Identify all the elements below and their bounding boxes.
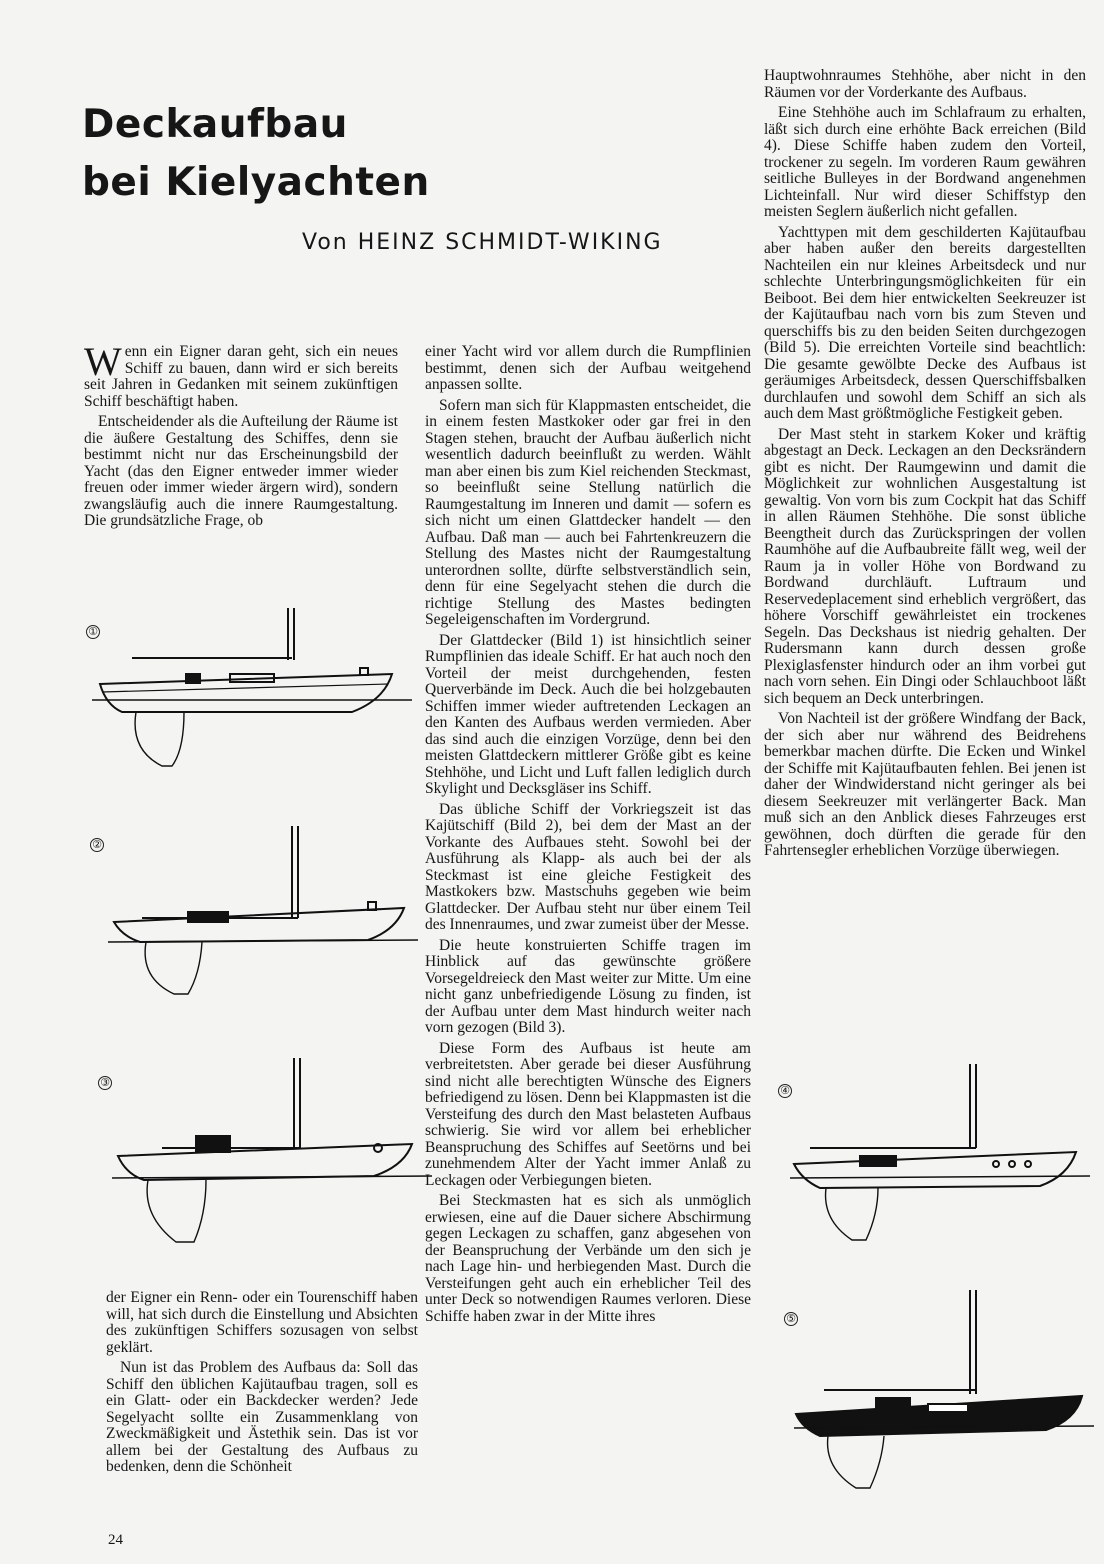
paragraph: Die heute konstruierten Schiffe tragen im Hinblick auf das gewünschte größere Vorsegeldreieck den Mast weiter zur Mitte. Um eine nicht ganz unbefriedigende Lösung zu finden, ist der Aufbau unter dem Mast hindurch weiter nach vorn gezogen (Bild 3). bbox=[425, 936, 751, 1036]
paragraph-text: enn ein Eigner daran geht, sich ein neues Schiff zu bauen, dann wird er sich bereits seit Jahren in Gedanken mit seinem zukünftigen Schiff beschäftigt haben. bbox=[84, 343, 398, 410]
paragraph: Der Glattdecker (Bild 1) ist hinsichtlich seiner Rumpflinien das ideale Schiff. Er hat auch noch den Vorteil der meist durchgehenden, festen Querverbände im Deck. Auch die bei holzgebauten Schiffen immer wieder auftretenden Leckagen an den Kanten des Aufbaus werden vermieden. Aber das sind auch die einzigen Vorzüge, denn bei den meisten Glattdeckern mittlerer Größe gibt es keine Stehhöhe, und Licht und Luft fallen lediglich durch Skylight und Decksgläser ins Schiff. bbox=[425, 631, 751, 797]
paragraph: Eine Stehhöhe auch im Schlafraum zu erhalten, läßt sich durch eine erhöhte Back erreichen (Bild 4). Diese Schiffe haben zudem den Vorteil, trockener zu segeln. Im vorderen Raum gewähren seitliche Bulleyes in der Bordwand angenehmen Lichteinfall. Nur wird dieser Schiffstyp den meisten Seglern äußerlich nicht gefallen. bbox=[764, 104, 1086, 220]
figure-1-yacht-drawing bbox=[92, 600, 412, 770]
paragraph: der Eigner ein Renn- oder ein Tourenschiff haben will, hat sich durch die Einstellung und Absichten des zukünftigen Schiffers sozusagen von selbst geklärt. bbox=[106, 1289, 418, 1356]
paragraph: Nun ist das Problem des Aufbaus da: Soll das Schiff den üblichen Kajütaufbau tragen, soll es ein Glatt- oder ein Backdecker werden? Jede Segelyacht sollte ein Zusammenklang von Zweckmäßigkeit und Ästethik sein. Das ist vor allem bei der Gestaltung des Aufbaus zu bedenken, denn die Schönheit bbox=[106, 1359, 418, 1475]
paragraph: Yachttypen mit dem geschilderten Kajütaufbau aber haben außer den bereits dargestellten Nachteilen ein nur kleines Arbeitsdeck und nur schlechte Unterbringungsmöglichkeiten für ein Beiboot. Bei dem hier entwickelten Seekreuzer ist der Kajütaufbau nach vorn bis zum Steven und querschiffs bis zu den beiden Seiten durchgezogen (Bild 5). Die erreichten Vorteile sind beachtlich: Die gesamte gewölbte Decke des Aufbaus ist geräumiges Arbeitsdeck, dessen Querschiffsbalken durchlaufen und sowohl dem Schiff an sich als auch dem Mast größtmögliche Festigkeit geben. bbox=[764, 223, 1086, 422]
figure-4-number: ④ bbox=[778, 1084, 792, 1098]
column-3 bbox=[764, 68, 1086, 864]
figure-2-yacht-drawing bbox=[108, 826, 418, 996]
paragraph: Von Nachteil ist der größere Windfang der Back, der sich aber nur während des Beidrehens bemerkbar machen dürfte. Die Ecken und Winkel der Schiffe mit Kajütaufbauten fehlen. Bei jenen ist daher der Windwiderstand nicht geringer als bei diesem Seekreuzer mit verlängerter Back. Man muß sich an den Anblick dieses Fahrzeuges erst gewöhnen, doch dürften die gerade für den Fahrtensegler erheblichen Vorzüge überwiegen. bbox=[764, 710, 1086, 859]
paragraph: einer Yacht wird vor allem durch die Rumpflinien bestimmt, denen sich der Aufbau weitgehend anpassen sollte. bbox=[425, 343, 751, 393]
paragraph: Sofern man sich für Klappmasten entscheidet, die in einem festen Mastkoker oder gar frei in den Stagen stehen, braucht der Aufbau äußerlich nicht wesentlich dadurch beeinflußt zu werden. Wählt man aber einen bis zum Kiel reichenden Steckmast, so beeinflußt seine Stellung natürlich die Raumgestaltung im Inneren und damit — sofern es sich nicht um einen Glattdecker handelt — den Aufbau. Daß man — auch bei Fahrtenkreuzern die Stellung des Mastes nicht der Raumgestaltung unterordnen sollte, dürfte selbstverständlich sein, denn für eine Segelyacht stehen die durch die richtige Stellung des Mastes bedingten Segeleigenschaften im Vordergrund. bbox=[425, 396, 751, 628]
paragraph: Diese Form des Aufbaus ist heute am verbreitetsten. Aber gerade bei dieser Ausführung sind nicht alle berechtigten Wünsche des Eigners befriedigend zu lösen. Denn bei Klappmasten ist die Versteifung des durch den Mast belasteten Aufbaus schwierig. Sie wird vor allem bei erheblicher Beanspruchung des Schiffes auf Seetörns und bei zunehmendem Alter der Yacht immer Anlaß zu Leckagen oder Verbiegungen bieten. bbox=[425, 1039, 751, 1189]
figure-5-yacht-drawing bbox=[794, 1290, 1094, 1490]
column-2 bbox=[425, 344, 751, 1329]
title-line-2: bei Kielyachten bbox=[82, 160, 430, 205]
paragraph: Das übliche Schiff der Vorkriegszeit ist das Kajütschiff (Bild 2), bei dem der Mast an der Vorkante des Aufbaues steht. Sowohl bei der Ausführung als Klapp- als auch bei der als Steckmast ist eine gleiche Festigkeit des Mastkokers bzw. Mastschuhs gegeben wie beim Glattdecker. Der Aufbau steht nur über einem Teil des Innenraumes, und zwar zumeist über der Messe. bbox=[425, 800, 751, 933]
paragraph: Entscheidender als die Aufteilung der Räume ist die äußere Gestaltung des Schiffes, denn sie bestimmt nicht nur das Erscheinungsbild der Yacht (das den Eigner entweder immer wieder freuen oder immer wieder ärgern wird), sondern zwangsläufig auch die innere Raumgestaltung. Die grundsätzliche Frage, ob bbox=[84, 413, 398, 529]
paragraph: Hauptwohnraumes Stehhöhe, aber nicht in den Räumen vor der Vorderkante des Aufbaus. bbox=[764, 67, 1086, 101]
byline: Von HEINZ SCHMIDT-WIKING bbox=[302, 230, 663, 255]
paragraph bbox=[84, 339, 398, 410]
article-title bbox=[82, 96, 482, 212]
drop-cap: W bbox=[84, 339, 122, 384]
figure-1-number: ① bbox=[86, 625, 100, 639]
figure-2-number: ② bbox=[90, 838, 104, 852]
paragraph: Der Mast steht in starkem Koker und kräftig abgestagt an Deck. Leckagen an den Decksrändern gibt es nicht. Der Raumgewinn und damit die Möglichkeit zur wohnlichen Ausgestaltung ist gewaltig. Von vorn bis zum Cockpit hat das Schiff in allen Räumen Stehhöhe. Die sonst übliche Beengtheit durch das Zurückspringen der vollen Raumhöhe auf die Aufbaubreite fällt weg, weil der Raum ja in voller Höhe von Bordwand zu Bordwand durchläuft. Luftraum und Reservedeplacement sind erheblich vergrößert, das höhere Vorschiff gewährleistet ein trockenes Segeln. Das Deckshaus ist niedrig gehalten. Der Rudersmann kann durch dessen große Plexiglasfenster hindurch oder an ihm vorbei gut nach vorn sehen. Ein Dingi oder Schlauchboot läßt sich bequem an Deck unterbringen. bbox=[764, 425, 1086, 707]
column-1-top bbox=[84, 339, 398, 534]
page-number: 24 bbox=[108, 1532, 123, 1548]
figure-5-number: ⑤ bbox=[784, 1312, 798, 1326]
title-line-1: Deckaufbau bbox=[82, 102, 348, 147]
figure-4-yacht-drawing bbox=[790, 1064, 1090, 1244]
column-1-bottom bbox=[106, 1290, 418, 1480]
figure-3-yacht-drawing bbox=[112, 1058, 432, 1248]
paragraph: Bei Steckmasten hat es sich als unmöglich erwiesen, eine auf die Dauer sichere Abschirmung gegen Leckagen zu schaffen, ganz abgesehen von der Beanspruchung der Verbände um den sich je nach Lage hin- und herbiegenden Mast. Durch die Versteifungen geht auch ein erheblicher Teil des unter Deck so notwendigen Raumes verloren. Diese Schiffe haben zwar in der Mitte ihres bbox=[425, 1192, 751, 1325]
figure-3-number: ③ bbox=[98, 1076, 112, 1090]
